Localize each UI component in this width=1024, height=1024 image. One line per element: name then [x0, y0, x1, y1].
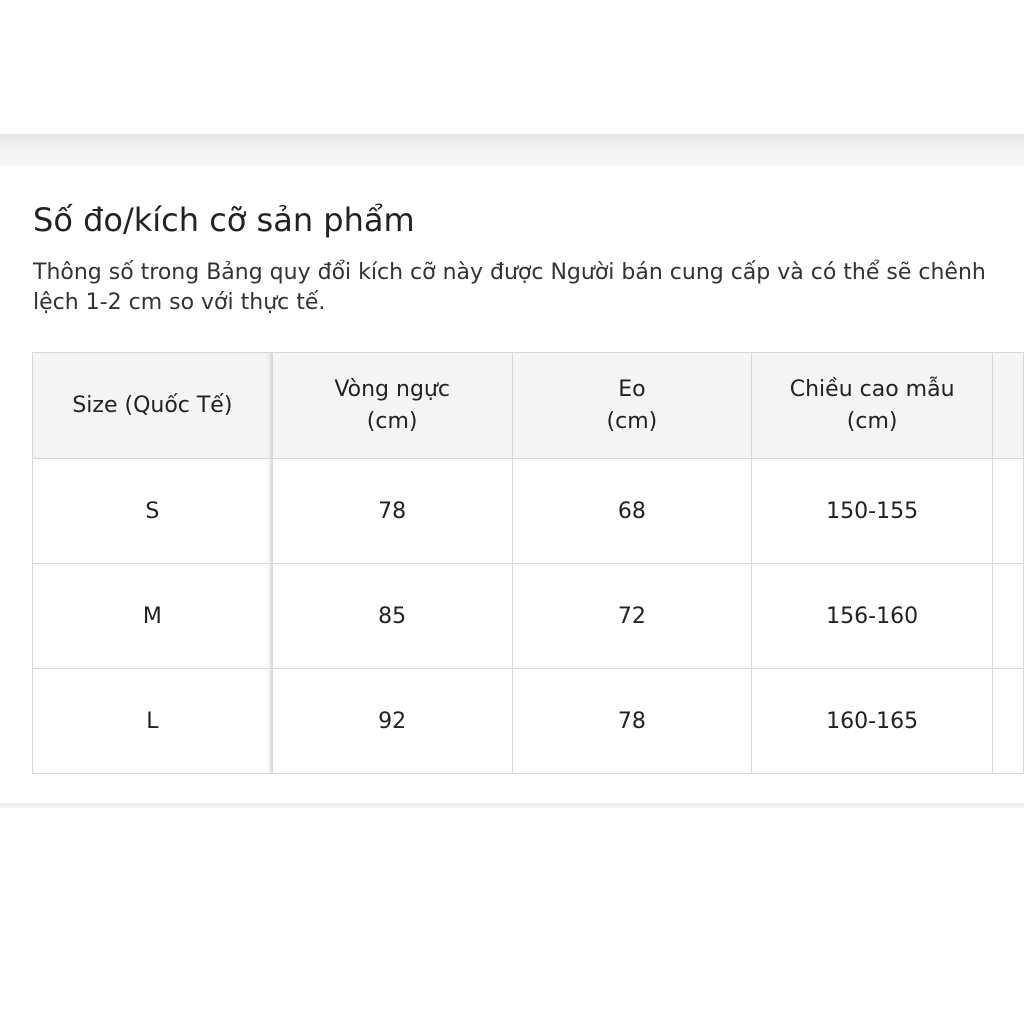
header-model-height: Chiều cao mẫu (cm) — [752, 353, 993, 459]
cell-waist: 72 — [512, 564, 752, 669]
cell-chest: 78 — [272, 459, 512, 564]
cell-cutoff — [993, 459, 1024, 564]
table-row — [33, 564, 1024, 669]
cell-waist: 78 — [512, 669, 752, 774]
cell-cutoff — [993, 669, 1024, 774]
table-header-row — [33, 353, 1024, 459]
cell-model-height: 150-155 — [752, 459, 993, 564]
section-title: Số đo/kích cỡ sản phẩm — [33, 201, 415, 239]
table-row — [33, 459, 1024, 564]
bottom-divider — [0, 803, 1024, 808]
cell-chest: 85 — [272, 564, 512, 669]
header-cutoff-column — [993, 353, 1024, 459]
cell-size: L — [33, 669, 273, 774]
cell-cutoff — [993, 564, 1024, 669]
cell-waist: 68 — [512, 459, 752, 564]
header-size: Size (Quốc Tế) — [33, 353, 273, 459]
table-row — [33, 669, 1024, 774]
size-disclaimer: Thông số trong Bảng quy đổi kích cỡ này được Người bán cung cấp và có thể sẽ chênh lệch 1-2 cm so với thực tế. — [33, 260, 986, 315]
cell-model-height: 156-160 — [752, 564, 993, 669]
size-table — [32, 352, 1024, 774]
header-waist: Eo (cm) — [512, 353, 752, 459]
cell-size: S — [33, 459, 273, 564]
header-chest: Vòng ngực (cm) — [272, 353, 512, 459]
cell-model-height: 160-165 — [752, 669, 993, 774]
top-divider-band — [0, 134, 1024, 166]
cell-size: M — [33, 564, 273, 669]
cell-chest: 92 — [272, 669, 512, 774]
